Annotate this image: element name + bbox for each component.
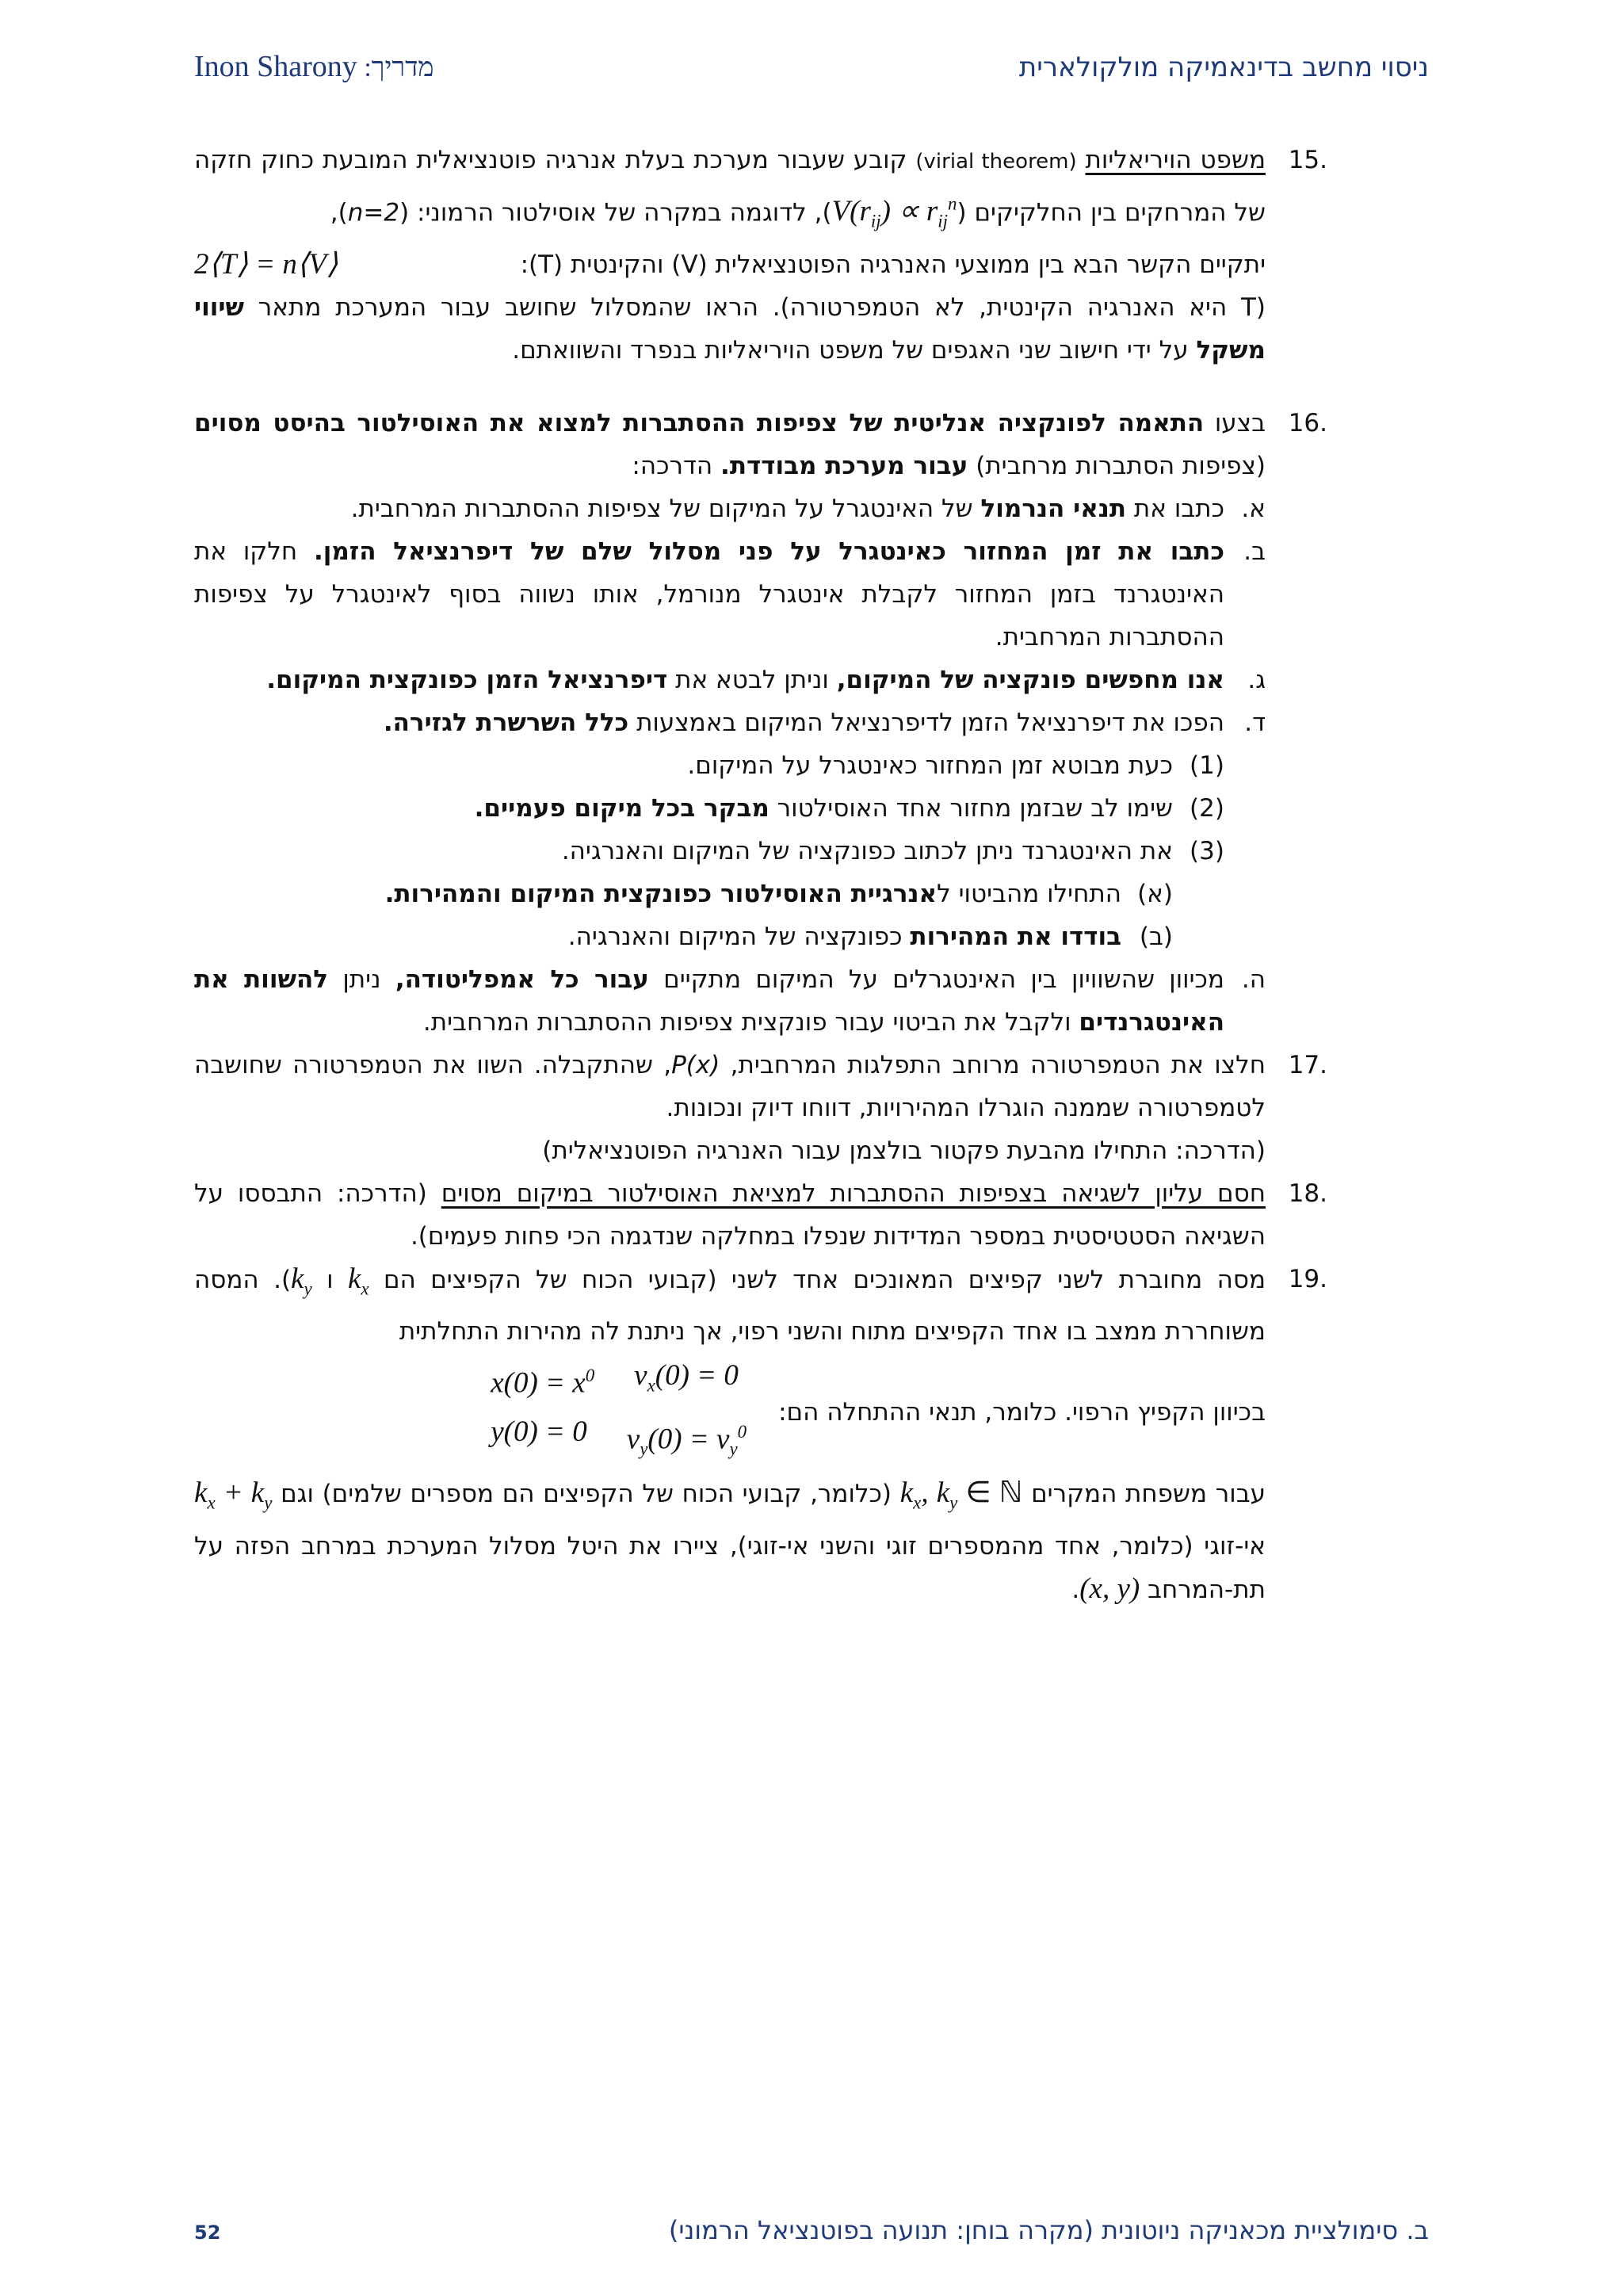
- step-d-3: (3) את האינטגרנד ניתן לכתוב כפונקציה של המיקום והאנרגיה.: [561, 836, 1224, 865]
- tutor-credit: [194, 49, 434, 84]
- virial-theorem-term: משפט הויריאליות: [1085, 146, 1266, 174]
- question-19: .19 מסה מחוברת לשני קפיצים המאונכים אחד לשני (קבועי הכוח של הקפיצים הם $k_x$ ו $k_y$). המסה משוחררת ממצב בו אחד הקפיצים מתוח והשני רפוי, אך ניתנת לה מהירות התחלתית בכיוון הקפיץ הרפוי. כלומר, תנאי ההתחלה הם: $x(0) = x^0$ $v_x(0) = 0$ y(0) = 0 $v_y(0) = v_y^0$ עבור משפחת המקרים $k_x$, $k_y$ ∈ ℕ (כלומר, קבועי הכוח של הקפיצים הם מספרים שלמים) וגם $k_x + k_y$ אי-זוגי (כלומר, אחד מהמספרים זוגי והשני אי-זוגי), ציירו את היטל מסלול המערכת במרחב הפזה על תת-המרחב (x, y).: [194, 1258, 1327, 1611]
- integer-constants-formula: $k_x$, $k_y$ ∈ ℕ: [899, 1477, 1023, 1513]
- step-d-2: (2) שימו לב שבזמן מחזור אחד האוסילטור מבקר בכל מיקום פעמיים.: [474, 793, 1224, 823]
- step-d-3-b: (ב) בודדו את המהירות כפונקציה של המיקום והאנרגיה.: [567, 922, 1173, 951]
- tutor-label: מדריך:: [364, 53, 434, 82]
- step-b: ב. כתבו את זמן המחזור כאינטגרל על פני מסלול שלם של דיפרנציאל הזמן. חלקו את האינטגרנד בזמן המחזור לקבלת אינטגרל מנורמל, אותו נשווה בסוף לאינטגרל על צפיפות ההסתברות המרחבית.: [194, 537, 1266, 651]
- page-number: 52: [194, 2222, 221, 2244]
- step-h: ה. מכיוון שהשוויון בין האינטגרלים על המיקום מתקיים עבור כל אמפליטודה, ניתן להשוות את האינטגרנדים ולקבל את הביטוי עבור פונקצית צפיפות ההסתברות המרחבית.: [194, 965, 1266, 1037]
- subspace-formula: (x, y): [1079, 1572, 1140, 1605]
- question-number: .15: [1288, 146, 1327, 174]
- virial-formula: 2⟨T⟩ = n⟨V⟩: [194, 247, 338, 281]
- step-g: ג. אנו מחפשים פונקציה של המיקום, וניתן לבטא את דיפרנציאל הזמן כפונקצית המיקום.: [266, 665, 1266, 694]
- eq-vy0: $v_y(0) = v_y^0$: [626, 1421, 747, 1459]
- page-footer: [194, 2215, 1429, 2245]
- step-d: ד. הפכו את דיפרנציאל הזמן לדיפרנציאל המיקום באמצעות כלל השרשרת לגזירה.: [383, 708, 1266, 737]
- power-law-formula: $V(r_{ij}) \propto r_{ij}^n$: [831, 194, 957, 231]
- question-17: .17 חלצו את הטמפרטורה מרוחב התפלגות המרחבית, P(x), שהתקבלה. השוו את הטמפרטורה שחושבה לטמפרטורה שממנה הוגרלו המהירויות, דווחו דיוק ונכונות. (הדרכה: התחילו מהבעת פקטור בולצמן עבור האנרגיה הפוטנציאלית): [194, 1044, 1327, 1172]
- page-content: [194, 139, 1327, 1611]
- question-16: .16 בצעו התאמה לפונקציה אנליטית של צפיפות ההסתברות למצוא את האוסילטור בהיסט מסוים (צפיפות הסתברות מרחבית) עבור מערכת מבודדת. הדרכה:: [194, 402, 1327, 487]
- step-d-1: (1) כעת מבוטא זמן המחזור כאינטגרל על המיקום.: [687, 751, 1224, 780]
- sum-constants-formula: $k_x + k_y$: [194, 1477, 273, 1513]
- eq-vx0: $v_x(0) = 0$: [634, 1359, 739, 1396]
- section-title: ב. סימולציית מכאניקה ניוטונית (מקרה בוחן: תנועה בפוטנציאל הרמוני): [668, 2215, 1429, 2245]
- step-a: א. כתבו את תנאי הנרמול של האינטגרל על המיקום של צפיפות ההסתברות המרחבית.: [350, 494, 1266, 523]
- question-number: .19: [1288, 1264, 1327, 1293]
- question-15: .15 משפט הויריאליות (virial theorem) קובע שעבור מערכת בעלת אנרגיה פוטנציאלית המובעת כחוק חזקה של המרחקים בין החלקיקים $(V(r_{ij}) \propto r_{ij}^n)$, לדוגמה במקרה של אוסילטור הרמוני: (n=2), יתקיים הקשר הבא בין ממוצעי האנרגיה הפוטנציאלית (V) והקינטית (T): 2⟨T⟩ = n⟨V⟩ (T היא האנרגיה הקינטית, לא הטמפרטורה). הראו שהמסלול שחושב עבור המערכת מתאר שיווי משקל על ידי חישוב שני האגפים של משפט הויריאליות בנפרד והשוואתם.: [194, 139, 1327, 372]
- eq-x0: $x(0) = x^0$: [491, 1366, 595, 1400]
- question-18: .18 חסם עליון לשגיאה בצפיפות ההסתברות למציאת האוסילטור במיקום מסוים (הדרכה: התבססו על השגיאה הסטטיסטית במספר המדידות שנפלו במחלקה שנדגמה הכי פחות פעמים).: [194, 1172, 1327, 1258]
- question-number: .18: [1288, 1179, 1327, 1208]
- question-number: .16: [1288, 408, 1327, 437]
- tutor-name: Inon Sharony: [194, 50, 357, 83]
- eq-y0: y(0) = 0: [491, 1415, 587, 1448]
- document-title: ניסוי מחשב בדינאמיקה מולקולארית: [1018, 52, 1429, 83]
- initial-conditions-equations: [491, 1353, 747, 1472]
- step-d-3-a: (א) התחילו מהביטוי לאנרגיית האוסילטור כפונקצית המיקום והמהירות.: [384, 879, 1173, 908]
- initial-conditions: בכיוון הקפיץ הרפוי. כלומר, תנאי ההתחלה הם: $x(0) = x^0$ $v_x(0) = 0$ y(0) = 0 $v_y(0) = v_y^0$: [194, 1353, 1266, 1472]
- page-header: [194, 49, 1429, 84]
- question-number: .17: [1288, 1050, 1327, 1079]
